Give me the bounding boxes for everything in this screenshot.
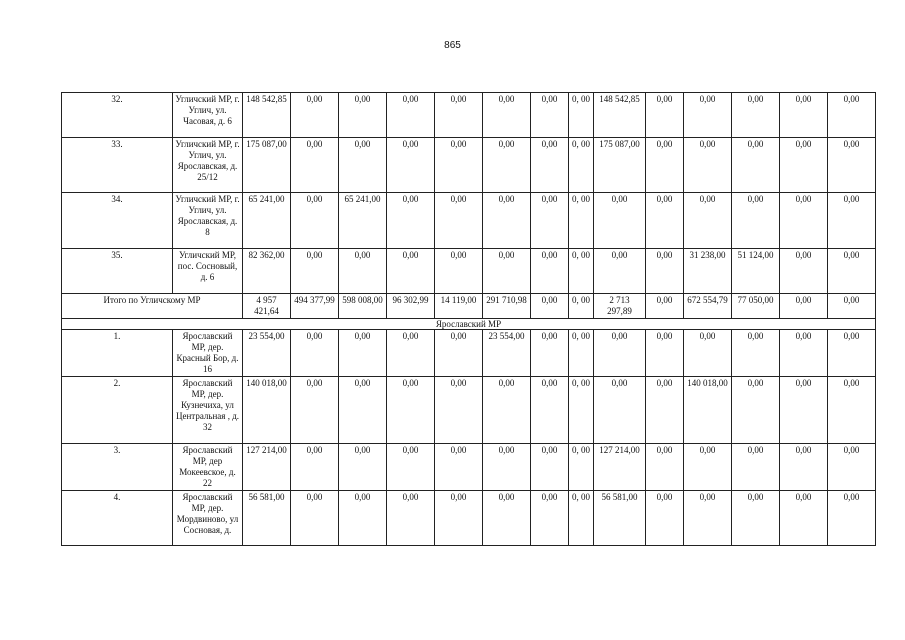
value-cell: 0,00 [780, 93, 828, 138]
value-cell: 0,00 [483, 93, 531, 138]
value-cell: 0,00 [828, 193, 876, 249]
value-cell: 0,00 [646, 491, 684, 546]
value-cell: 0,00 [531, 377, 569, 444]
value-cell: 0,00 [435, 138, 483, 193]
value-cell: 0,00 [732, 491, 780, 546]
value-cell: 0,00 [828, 491, 876, 546]
value-cell: 0,00 [483, 193, 531, 249]
row-number: 34. [62, 193, 173, 249]
value-cell: 148 542,85 [594, 93, 646, 138]
address-cell: Угличский МР, г. Углич, ул. Ярославская, д. 25/12 [173, 138, 243, 193]
value-cell: 0,00 [594, 193, 646, 249]
value-cell: 0,00 [291, 491, 339, 546]
value-cell: 0,00 [339, 377, 387, 444]
value-cell: 0,00 [646, 138, 684, 193]
value-cell: 0,00 [291, 330, 339, 377]
address-cell: Ярославский МР, дер. Кузнечиха, ул Центральная , д. 32 [173, 377, 243, 444]
table-row [62, 193, 876, 249]
value-cell: 127 214,00 [594, 444, 646, 491]
row-number: 4. [62, 491, 173, 546]
value-cell: 0,00 [483, 491, 531, 546]
value-cell: 51 124,00 [732, 249, 780, 294]
total-value-cell: 494 377,99 [291, 294, 339, 319]
value-cell: 0,00 [531, 330, 569, 377]
value-cell: 0,00 [684, 444, 732, 491]
value-cell: 0,00 [483, 377, 531, 444]
value-cell: 0, 00 [569, 330, 594, 377]
total-value-cell: 0,00 [780, 294, 828, 319]
value-cell: 0,00 [339, 491, 387, 546]
table-row [62, 444, 876, 491]
value-cell: 0,00 [435, 193, 483, 249]
value-cell: 0,00 [339, 93, 387, 138]
value-cell: 0,00 [780, 138, 828, 193]
value-cell: 0,00 [387, 249, 435, 294]
total-value-cell: 96 302,99 [387, 294, 435, 319]
value-cell: 56 581,00 [243, 491, 291, 546]
value-cell: 0,00 [684, 193, 732, 249]
value-cell: 0,00 [732, 444, 780, 491]
value-cell: 0,00 [594, 330, 646, 377]
value-cell: 0,00 [828, 138, 876, 193]
value-cell: 0,00 [684, 491, 732, 546]
value-cell: 56 581,00 [594, 491, 646, 546]
value-cell: 0, 00 [569, 249, 594, 294]
value-cell: 175 087,00 [243, 138, 291, 193]
value-cell: 0,00 [780, 193, 828, 249]
value-cell: 0,00 [684, 330, 732, 377]
value-cell: 140 018,00 [684, 377, 732, 444]
value-cell: 31 238,00 [684, 249, 732, 294]
value-cell: 65 241,00 [339, 193, 387, 249]
value-cell: 0, 00 [569, 193, 594, 249]
value-cell: 0,00 [780, 330, 828, 377]
table-row [62, 138, 876, 193]
region-header: Ярославский МР [62, 319, 876, 330]
value-cell: 0,00 [684, 93, 732, 138]
value-cell: 0,00 [732, 193, 780, 249]
value-cell: 0,00 [483, 444, 531, 491]
row-number: 32. [62, 93, 173, 138]
region-header-row [62, 319, 876, 330]
total-value-cell: 598 008,00 [339, 294, 387, 319]
value-cell: 0,00 [531, 444, 569, 491]
table-row [62, 93, 876, 138]
total-value-cell: 77 050,00 [732, 294, 780, 319]
value-cell: 0,00 [646, 377, 684, 444]
value-cell: 65 241,00 [243, 193, 291, 249]
value-cell: 0,00 [828, 330, 876, 377]
value-cell: 0,00 [646, 249, 684, 294]
total-value-cell: 0, 00 [569, 294, 594, 319]
total-label: Итого по Угличскому МР [62, 294, 243, 319]
row-number: 35. [62, 249, 173, 294]
address-cell: Угличский МР, г. Углич, ул. Часовая, д. 6 [173, 93, 243, 138]
value-cell: 0,00 [732, 377, 780, 444]
total-value-cell: 672 554,79 [684, 294, 732, 319]
value-cell: 0,00 [594, 377, 646, 444]
value-cell: 0,00 [732, 93, 780, 138]
value-cell: 0,00 [291, 249, 339, 294]
total-value-cell: 14 119,00 [435, 294, 483, 319]
value-cell: 175 087,00 [594, 138, 646, 193]
value-cell: 140 018,00 [243, 377, 291, 444]
value-cell: 0,00 [387, 377, 435, 444]
value-cell: 0, 00 [569, 377, 594, 444]
value-cell: 0,00 [435, 491, 483, 546]
row-number: 1. [62, 330, 173, 377]
value-cell: 0,00 [387, 330, 435, 377]
total-row [62, 294, 876, 319]
value-cell: 0,00 [780, 444, 828, 491]
address-cell: Ярославский МР, дер Мокеевское, д. 22 [173, 444, 243, 491]
total-value-cell: 0,00 [531, 294, 569, 319]
value-cell: 0,00 [339, 444, 387, 491]
value-cell: 0,00 [646, 93, 684, 138]
value-cell: 0,00 [435, 330, 483, 377]
value-cell: 0,00 [339, 249, 387, 294]
value-cell: 0,00 [531, 193, 569, 249]
value-cell: 0,00 [435, 444, 483, 491]
value-cell: 0,00 [291, 93, 339, 138]
total-value-cell: 0,00 [828, 294, 876, 319]
value-cell: 0,00 [780, 491, 828, 546]
value-cell: 0,00 [828, 249, 876, 294]
value-cell: 0,00 [828, 444, 876, 491]
value-cell: 0,00 [684, 138, 732, 193]
value-cell: 0,00 [387, 138, 435, 193]
total-value-cell: 291 710,98 [483, 294, 531, 319]
value-cell: 0,00 [828, 93, 876, 138]
page-number: 865 [444, 40, 461, 51]
value-cell: 0,00 [291, 193, 339, 249]
value-cell: 0, 00 [569, 93, 594, 138]
table-row [62, 491, 876, 546]
value-cell: 127 214,00 [243, 444, 291, 491]
value-cell: 0,00 [594, 249, 646, 294]
row-number: 2. [62, 377, 173, 444]
value-cell: 0,00 [646, 193, 684, 249]
address-cell: Угличский МР, пос. Сосновый, д. 6 [173, 249, 243, 294]
value-cell: 0,00 [828, 377, 876, 444]
value-cell: 0,00 [291, 444, 339, 491]
value-cell: 0,00 [435, 377, 483, 444]
value-cell: 0,00 [780, 377, 828, 444]
value-cell: 0,00 [483, 138, 531, 193]
total-value-cell: 2 713 297,89 [594, 294, 646, 319]
value-cell: 0,00 [646, 444, 684, 491]
value-cell: 0, 00 [569, 138, 594, 193]
value-cell: 0, 00 [569, 444, 594, 491]
value-cell: 0,00 [531, 491, 569, 546]
table-row [62, 330, 876, 377]
value-cell: 0,00 [291, 377, 339, 444]
value-cell: 0,00 [483, 249, 531, 294]
value-cell: 0, 00 [569, 491, 594, 546]
value-cell: 0,00 [387, 193, 435, 249]
total-value-cell: 0,00 [646, 294, 684, 319]
value-cell: 0,00 [387, 491, 435, 546]
value-cell: 0,00 [435, 93, 483, 138]
total-value-cell: 4 957 421,64 [243, 294, 291, 319]
value-cell: 82 362,00 [243, 249, 291, 294]
value-cell: 0,00 [732, 138, 780, 193]
address-cell: Угличский МР, г. Углич, ул. Ярославская, д. 8 [173, 193, 243, 249]
row-number: 33. [62, 138, 173, 193]
value-cell: 0,00 [339, 138, 387, 193]
value-cell: 0,00 [387, 444, 435, 491]
value-cell: 0,00 [387, 93, 435, 138]
value-cell: 0,00 [531, 138, 569, 193]
value-cell: 0,00 [435, 249, 483, 294]
value-cell: 0,00 [531, 93, 569, 138]
budget-table [61, 92, 876, 546]
value-cell: 148 542,85 [243, 93, 291, 138]
value-cell: 23 554,00 [483, 330, 531, 377]
row-number: 3. [62, 444, 173, 491]
value-cell: 0,00 [646, 330, 684, 377]
address-cell: Ярославский МР, дер. Красный Бор, д. 16 [173, 330, 243, 377]
table-row [62, 249, 876, 294]
value-cell: 0,00 [531, 249, 569, 294]
value-cell: 0,00 [732, 330, 780, 377]
value-cell: 0,00 [291, 138, 339, 193]
table-row [62, 377, 876, 444]
value-cell: 23 554,00 [243, 330, 291, 377]
value-cell: 0,00 [780, 249, 828, 294]
address-cell: Ярославский МР, дер. Мордвиново, ул Сосновая, д. [173, 491, 243, 546]
value-cell: 0,00 [339, 330, 387, 377]
